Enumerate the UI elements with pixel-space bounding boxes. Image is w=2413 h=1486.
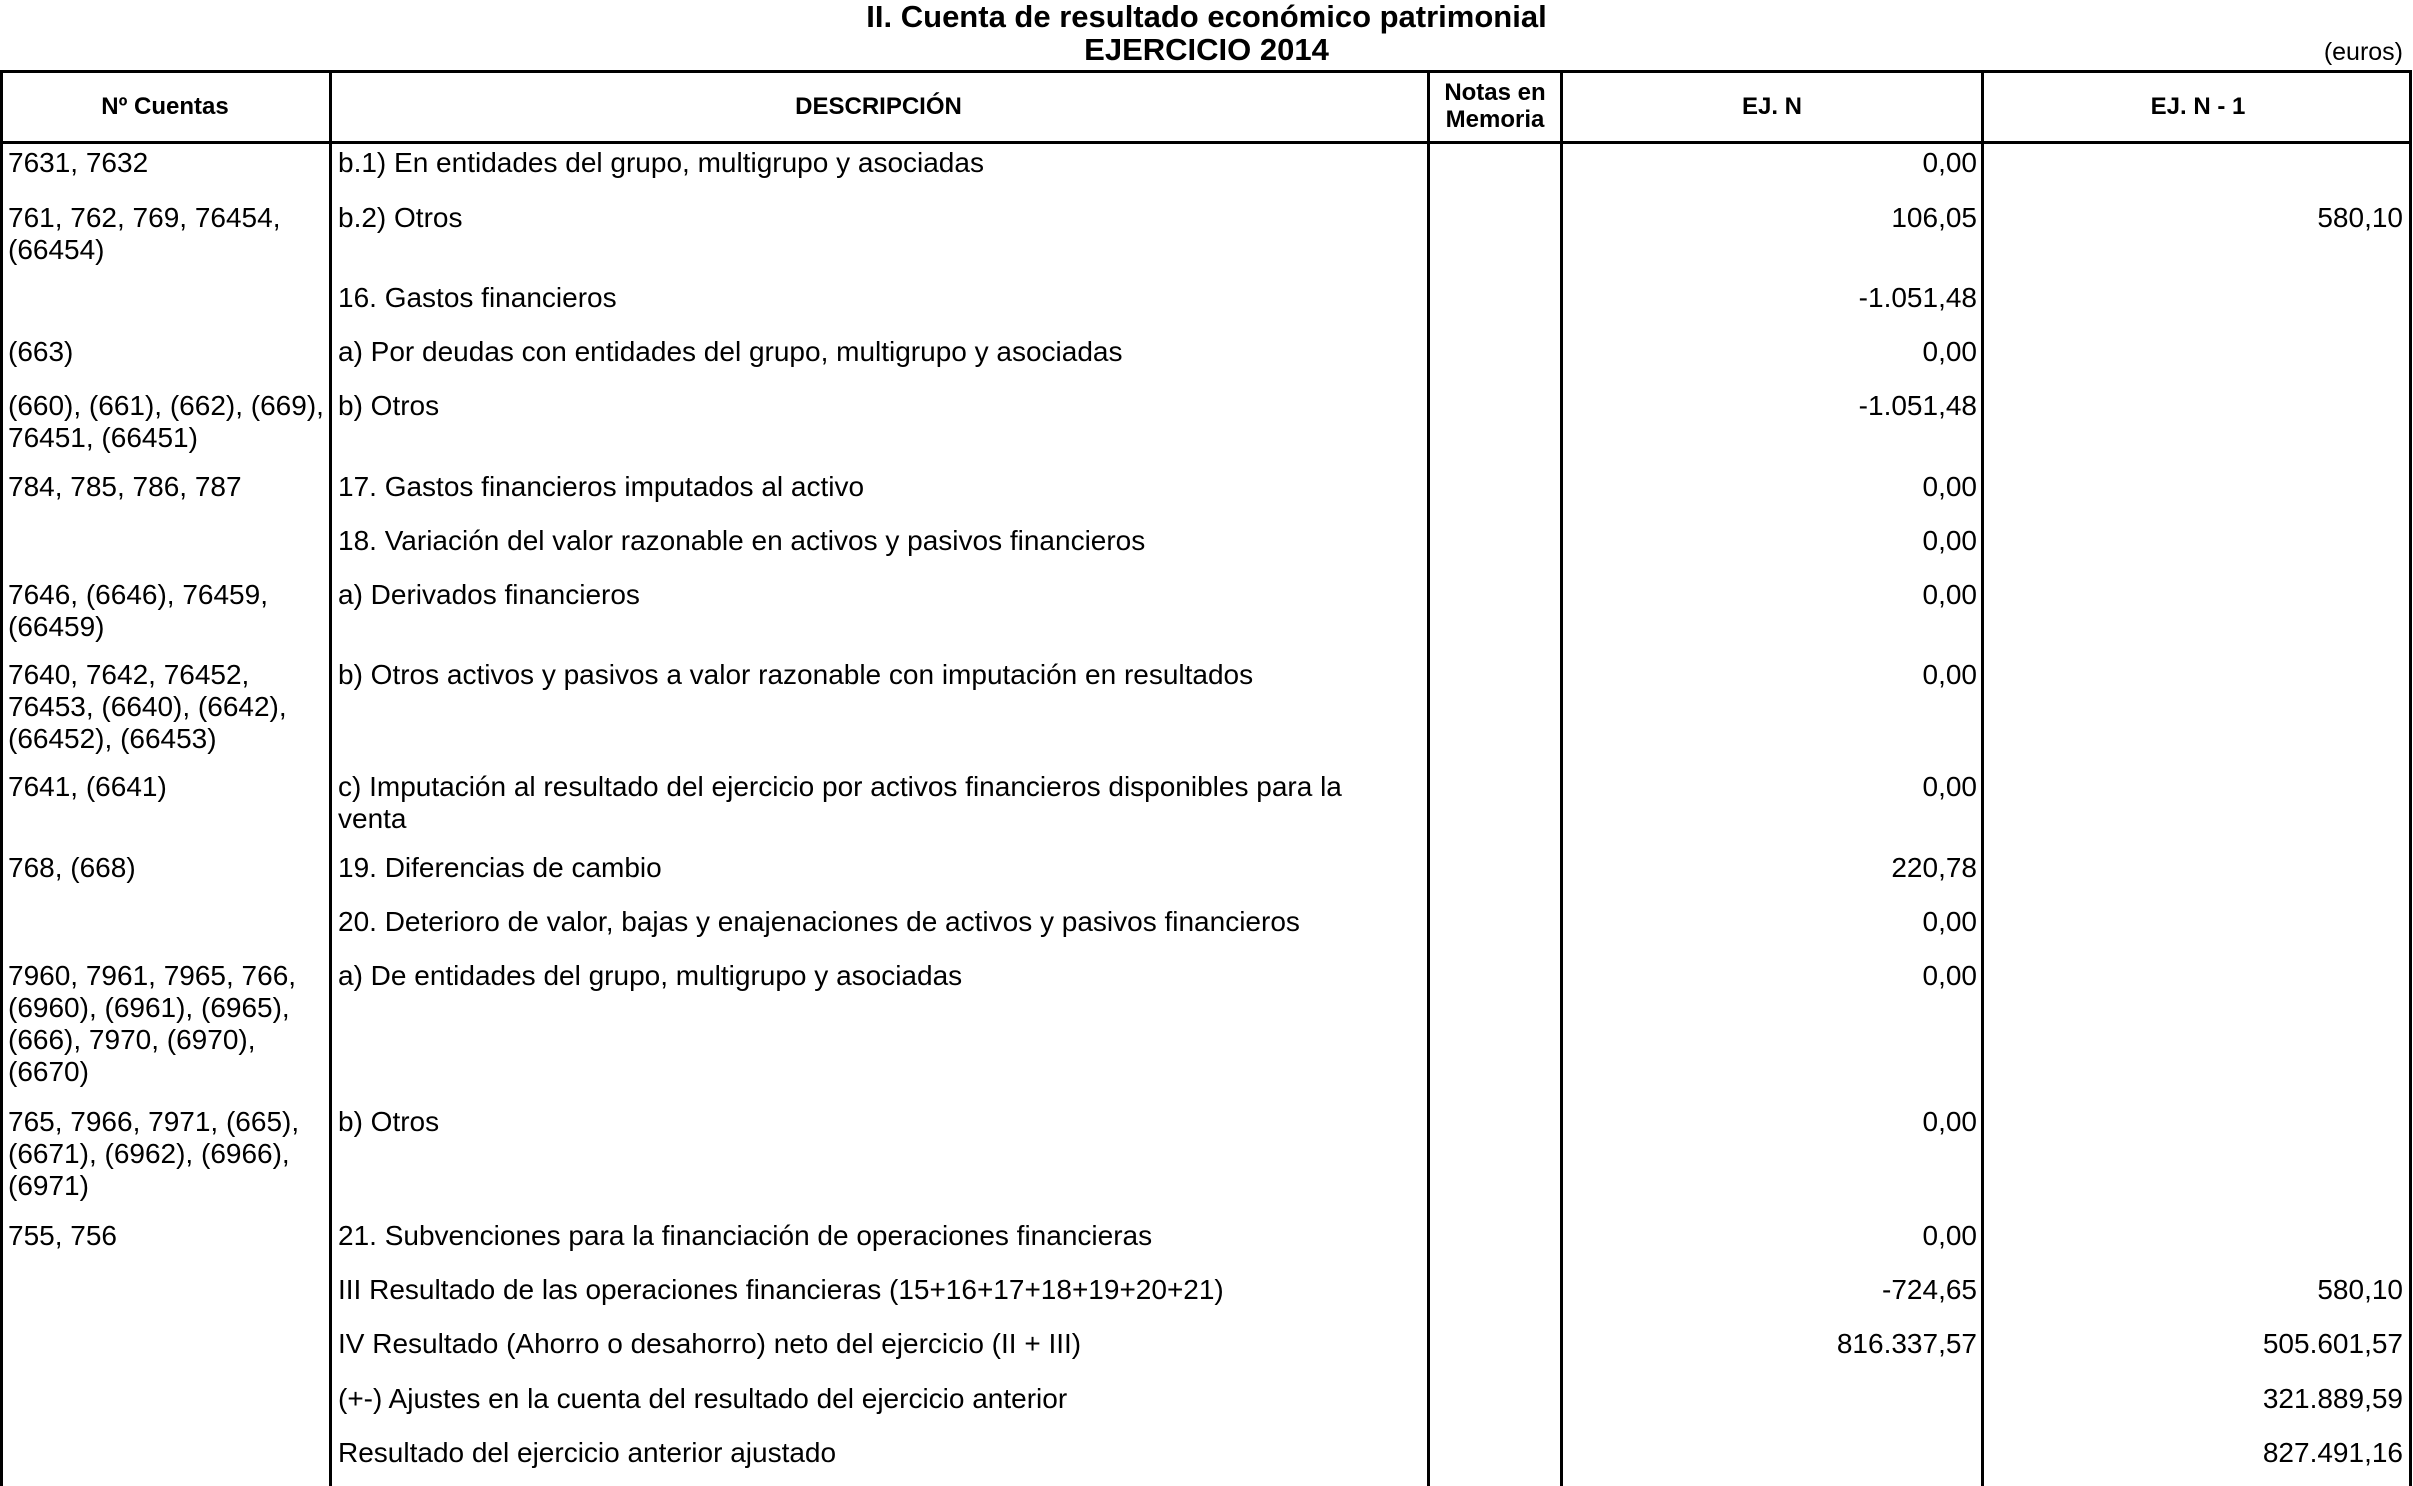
- row-description: 20. Deterioro de valor, bajas y enajenaciones de activos y pasivos financieros: [338, 906, 1300, 937]
- amount-year-n: 0,00: [1922, 771, 1977, 802]
- amount-year-n1: 321.889,59: [2262, 1383, 2403, 1414]
- row-description: 16. Gastos financieros: [338, 282, 617, 313]
- row-description: a) Derivados financieros: [338, 579, 640, 610]
- column-header-notes: Notas en Memoria: [1444, 79, 1546, 133]
- amount-year-n: 816.337,57: [1836, 1328, 1977, 1359]
- account-codes: 7640, 7642, 76452, 76453, (6640), (6642), (66452), (66453): [8, 659, 287, 754]
- row-description: b) Otros: [338, 1106, 440, 1137]
- amount-year-n1: 580,10: [2317, 202, 2403, 233]
- amount-year-n: 220,78: [1891, 852, 1977, 883]
- amount-year-n: 0,00: [1922, 471, 1977, 502]
- amount-year-n: -724,65: [1882, 1274, 1977, 1305]
- report-title: II. Cuenta de resultado económico patrimonial: [866, 0, 1547, 34]
- amount-year-n1: 827.491,16: [2262, 1437, 2403, 1468]
- amount-year-n: -1.051,48: [1858, 390, 1977, 421]
- amount-year-n: 0,00: [1922, 147, 1977, 178]
- account-codes: 784, 785, 786, 787: [8, 471, 242, 502]
- row-description: 19. Diferencias de cambio: [338, 852, 662, 883]
- amount-year-n: -1.051,48: [1858, 282, 1977, 313]
- amount-year-n1: 580,10: [2317, 1274, 2403, 1305]
- account-codes: 765, 7966, 7971, (665), (6671), (6962), (6966), (6971): [8, 1106, 300, 1201]
- row-description: b.2) Otros: [338, 202, 463, 233]
- row-description: b.1) En entidades del grupo, multigrupo y asociadas: [338, 147, 984, 178]
- amount-year-n: 0,00: [1922, 1106, 1977, 1137]
- row-description: III Resultado de las operaciones financieras (15+16+17+18+19+20+21): [338, 1274, 1224, 1305]
- column-header-year-n: EJ. N: [1741, 92, 1803, 120]
- row-description: 21. Subvenciones para la financiación de operaciones financieras: [338, 1220, 1153, 1251]
- amount-year-n: 0,00: [1922, 579, 1977, 610]
- row-description: a) De entidades del grupo, multigrupo y asociadas: [338, 960, 963, 991]
- amount-year-n: 0,00: [1922, 1220, 1977, 1251]
- row-description: 18. Variación del valor razonable en activos y pasivos financieros: [338, 525, 1146, 556]
- amount-year-n: 0,00: [1922, 659, 1977, 690]
- row-description: IV Resultado (Ahorro o desahorro) neto del ejercicio (II + III): [338, 1328, 1082, 1359]
- account-codes: 7646, (6646), 76459, (66459): [8, 579, 268, 642]
- row-description: (+-) Ajustes en la cuenta del resultado del ejercicio anterior: [338, 1383, 1068, 1414]
- column-divider: [1981, 70, 1984, 1486]
- account-codes: 7631, 7632: [8, 147, 149, 178]
- amount-year-n: 0,00: [1922, 336, 1977, 367]
- currency-unit: (euros): [2323, 38, 2403, 66]
- column-divider: [329, 70, 332, 1486]
- column-header-accounts: Nº Cuentas: [101, 92, 229, 120]
- row-description: 17. Gastos financieros imputados al activo: [338, 471, 865, 502]
- account-codes: 755, 756: [8, 1220, 117, 1251]
- amount-year-n: 0,00: [1922, 960, 1977, 991]
- row-description: b) Otros: [338, 390, 440, 421]
- account-codes: (660), (661), (662), (669), 76451, (66451): [8, 390, 324, 453]
- amount-year-n: 0,00: [1922, 525, 1977, 556]
- report-subtitle: EJERCICIO 2014: [1084, 32, 1329, 67]
- amount-year-n1: 505.601,57: [2262, 1328, 2403, 1359]
- column-header-description: DESCRIPCIÓN: [795, 92, 962, 120]
- account-codes: 761, 762, 769, 76454, (66454): [8, 202, 281, 265]
- row-description: a) Por deudas con entidades del grupo, multigrupo y asociadas: [338, 336, 1123, 367]
- amount-year-n: 0,00: [1922, 906, 1977, 937]
- row-description: c) Imputación al resultado del ejercicio por activos financieros disponibles para la venta: [338, 771, 1342, 834]
- column-header-year-n1: EJ. N - 1: [2150, 92, 2246, 120]
- amount-year-n: 106,05: [1891, 202, 1977, 233]
- account-codes: 7641, (6641): [8, 771, 167, 802]
- account-codes: (663): [8, 336, 74, 367]
- account-codes: 768, (668): [8, 852, 136, 883]
- row-description: Resultado del ejercicio anterior ajustado: [338, 1437, 837, 1468]
- column-divider: [1427, 70, 1430, 1486]
- account-codes: 7960, 7961, 7965, 766, (6960), (6961), (6965), (666), 7970, (6970), (6670): [8, 960, 297, 1087]
- row-description: b) Otros activos y pasivos a valor razonable con imputación en resultados: [338, 659, 1254, 690]
